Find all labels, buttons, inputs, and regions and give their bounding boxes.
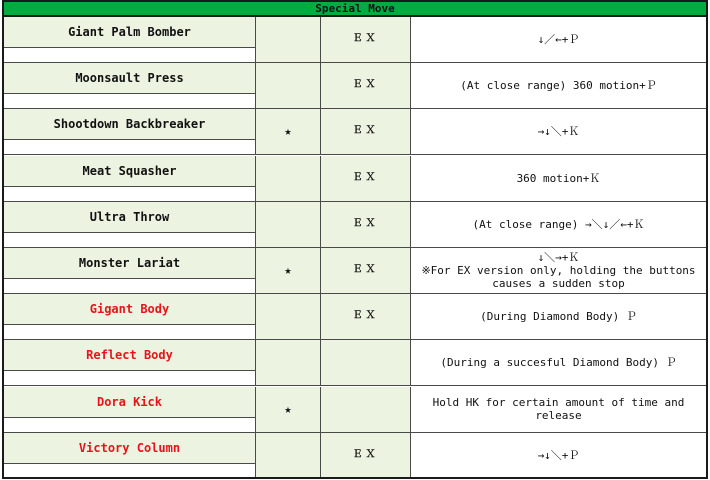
move-command	[411, 294, 706, 340]
move-command	[411, 248, 706, 294]
move-name-cell	[4, 294, 256, 340]
move-row	[4, 202, 706, 248]
ex-label: ＥＸ	[321, 433, 411, 479]
command-line: Hold HK for certain amount of time and release	[432, 396, 685, 423]
move-command	[411, 202, 706, 248]
move-name: Gigant Body	[4, 294, 255, 325]
command-line: causes a sudden stop	[492, 277, 625, 290]
command-line: 360 motion+Ｋ	[516, 171, 601, 185]
move-row	[4, 109, 706, 155]
move-row	[4, 156, 706, 202]
star-marker	[256, 202, 321, 248]
move-name: Dora Kick	[4, 387, 255, 418]
move-name: Victory Column	[4, 433, 255, 464]
star-marker	[256, 63, 321, 109]
move-row	[4, 248, 706, 294]
move-name-cell	[4, 248, 256, 294]
command-line: (During a succesful Diamond Body) Ｐ	[440, 356, 677, 370]
move-command	[411, 156, 706, 202]
ex-label: ＥＸ	[321, 248, 411, 294]
move-name-cell	[4, 109, 256, 155]
move-command	[411, 387, 706, 433]
move-name: Giant Palm Bomber	[4, 17, 255, 48]
star-marker: ★	[256, 109, 321, 155]
ex-label: ＥＸ	[321, 109, 411, 155]
move-name-cell	[4, 156, 256, 202]
move-command	[411, 433, 706, 479]
move-name-cell	[4, 202, 256, 248]
star-marker	[256, 294, 321, 340]
move-row	[4, 294, 706, 340]
move-name-cell	[4, 17, 256, 63]
star-marker: ★	[256, 387, 321, 433]
table-header	[4, 2, 706, 17]
move-name-cell	[4, 340, 256, 386]
move-name: Ultra Throw	[4, 202, 255, 233]
command-line: (At close range) →＼↓／←+Ｋ	[472, 217, 645, 231]
command-line: →↓＼+Ｐ	[537, 448, 580, 462]
move-name: Monster Lariat	[4, 248, 255, 279]
move-command	[411, 63, 706, 109]
command-line: →↓＼+Ｋ	[537, 125, 580, 139]
header-title: Special Move	[315, 2, 395, 15]
command-line: ↓／←+Ｐ	[537, 33, 580, 46]
command-line: (During Diamond Body) Ｐ	[480, 310, 637, 324]
ex-label	[321, 387, 411, 433]
command-line: (At close range) 360 motion+Ｐ	[460, 79, 657, 93]
move-name: Meat Squasher	[4, 156, 255, 187]
star-marker	[256, 156, 321, 202]
move-command	[411, 340, 706, 386]
move-row	[4, 63, 706, 109]
move-name-cell	[4, 63, 256, 109]
ex-label: ＥＸ	[321, 17, 411, 63]
ex-label: ＥＸ	[321, 63, 411, 109]
ex-label	[321, 340, 411, 386]
ex-label: ＥＸ	[321, 202, 411, 248]
move-name: Moonsault Press	[4, 63, 255, 94]
move-row	[4, 387, 706, 433]
move-table	[2, 0, 708, 479]
command-line: ※For EX version only, holding the buttons	[421, 264, 696, 277]
move-row	[4, 17, 706, 63]
ex-label: ＥＸ	[321, 294, 411, 340]
move-command	[411, 17, 706, 63]
move-name: Reflect Body	[4, 340, 255, 371]
move-row	[4, 433, 706, 479]
move-row	[4, 340, 706, 386]
move-name-cell	[4, 433, 256, 479]
move-command	[411, 109, 706, 155]
star-marker	[256, 340, 321, 386]
star-marker: ★	[256, 248, 321, 294]
ex-label: ＥＸ	[321, 156, 411, 202]
command-line: ↓＼→+Ｋ	[537, 251, 580, 264]
star-marker	[256, 17, 321, 63]
star-marker	[256, 433, 321, 479]
move-name-cell	[4, 387, 256, 433]
move-name: Shootdown Backbreaker	[4, 109, 255, 140]
